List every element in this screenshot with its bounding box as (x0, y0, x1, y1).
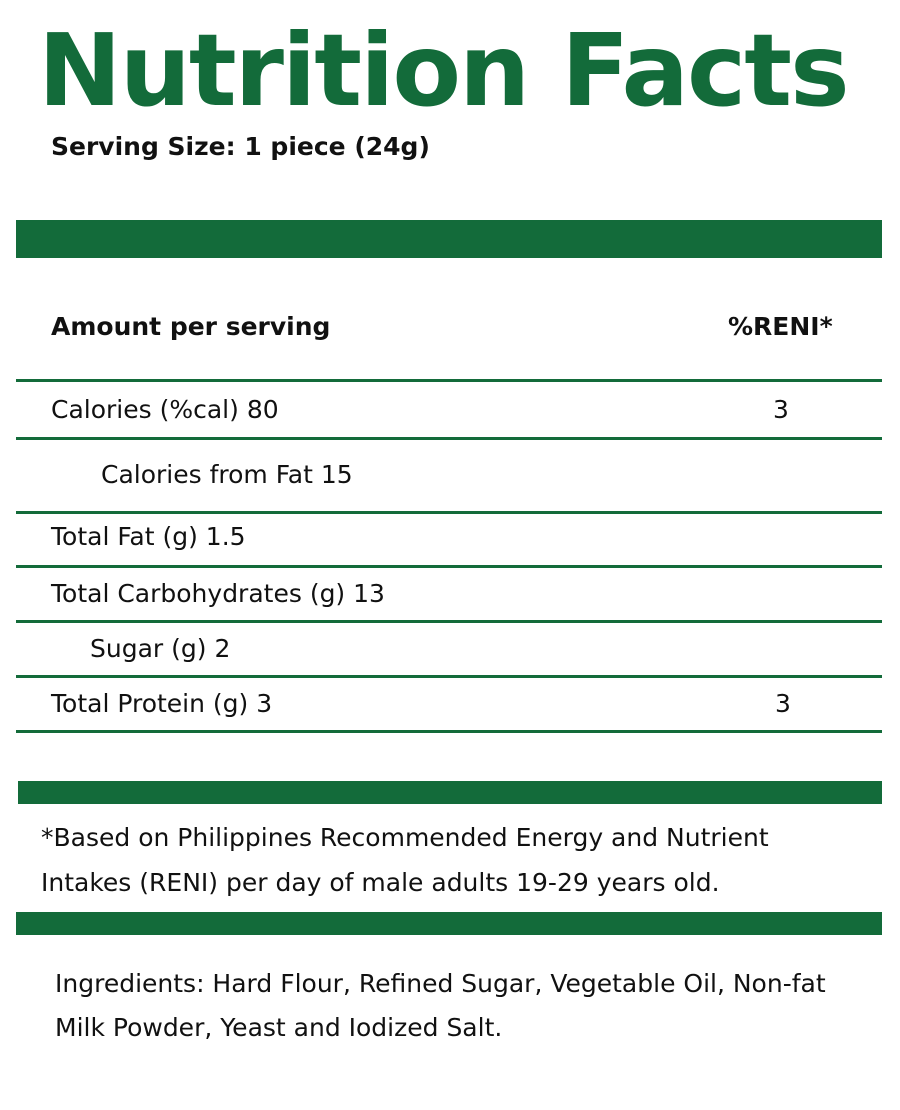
middle-divider-bar (18, 781, 882, 804)
page-title: Nutrition Facts (38, 12, 848, 129)
nutrient-row-total-protein-reni: 3 (775, 689, 791, 718)
row-divider (16, 565, 882, 568)
nutrient-row-total-carbohydrates: Total Carbohydrates (g) 13 (51, 579, 385, 608)
nutrient-row-calories: Calories (%cal) 80 (51, 395, 279, 424)
row-divider (16, 730, 882, 733)
ingredients-text: Ingredients: Hard Flour, Refined Sugar, Vegetable Oil, Non-fat Milk Powder, Yeast and Iodized Salt. (55, 969, 826, 1042)
row-divider (16, 675, 882, 678)
reni-header: %RENI* (728, 312, 833, 341)
nutrient-row-sugar: Sugar (g) 2 (90, 634, 231, 663)
row-divider (16, 511, 882, 514)
row-divider (16, 620, 882, 623)
amount-per-serving-header: Amount per serving (51, 312, 331, 341)
row-divider (16, 437, 882, 440)
serving-size: Serving Size: 1 piece (24g) (51, 132, 430, 161)
reni-footnote: *Based on Philippines Recommended Energy and Nutrient Intakes (RENI) per day of male adults 19-29 years old. (41, 823, 769, 897)
header-divider (16, 379, 882, 382)
top-divider-bar (16, 220, 882, 258)
bottom-divider-bar (16, 912, 882, 935)
nutrient-row-calories-reni: 3 (773, 395, 789, 424)
nutrient-row-total-protein: Total Protein (g) 3 (51, 689, 273, 718)
nutrient-row-calories-from-fat: Calories from Fat 15 (101, 460, 353, 489)
nutrient-row-total-fat: Total Fat (g) 1.5 (51, 522, 246, 551)
